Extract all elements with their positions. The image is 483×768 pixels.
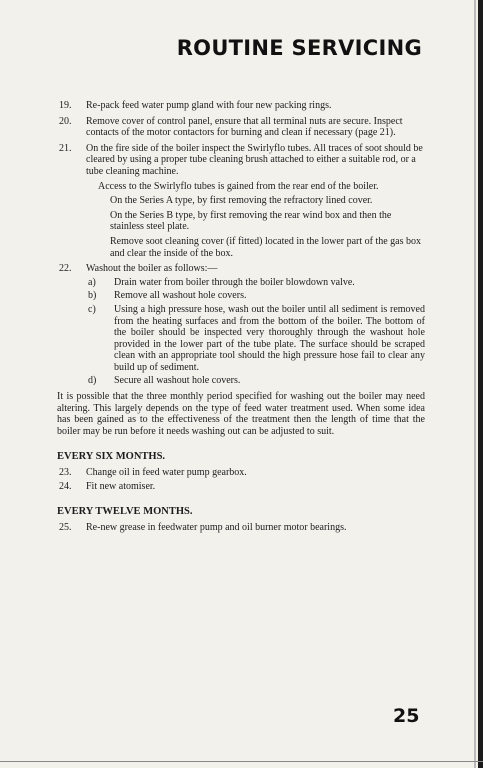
list-item: [57, 481, 425, 493]
item-subtext: Access to the Swirlyflo tubes is gained from the rear end of the boiler.: [98, 180, 379, 192]
item-letter: a): [88, 276, 96, 288]
section-heading: EVERY TWELVE MONTHS.: [57, 506, 193, 518]
item-text: Washout the boiler as follows:—: [86, 263, 218, 275]
item-number: 20.: [59, 115, 72, 127]
item-letter: d): [88, 375, 97, 387]
lettered-item: [86, 304, 425, 374]
page-title: ROUTINE SERVICING: [176, 36, 422, 60]
section-heading: EVERY SIX MONTHS.: [57, 451, 166, 463]
list-item: [57, 143, 425, 259]
list-item: [57, 100, 425, 112]
lettered-item: [86, 375, 425, 387]
item-text: Drain water from boiler through the boiler blowdown valve.: [114, 276, 355, 288]
item-text: Re-pack feed water pump gland with four new packing rings.: [86, 100, 332, 111]
item-text: Change oil in feed water pump gearbox.: [86, 467, 247, 479]
item-letter: c): [88, 303, 96, 315]
item-subtext: On the Series B type, by first removing the rear wind box and then the stainless steel plate.: [110, 209, 392, 233]
item-text: Secure all washout hole covers.: [114, 375, 241, 387]
page-edge-shadow: [474, 0, 476, 768]
body-paragraph: It is possible that the three monthly period specified for washing out the boiler may need altering. This largely depends on the type of feed water treatment used. When some idea has been gained as to the effectiveness of the treatment then the length of time that the boiler may be run before it needs washing out can be adjusted to suit.: [57, 391, 425, 437]
item-text: Remove all washout hole covers.: [114, 290, 247, 302]
page-edge: [478, 0, 483, 768]
item-number: 19.: [59, 100, 72, 111]
list-item: [57, 263, 425, 387]
list-item: [57, 116, 425, 139]
page-number: 25: [393, 705, 420, 727]
lettered-item: [86, 290, 425, 302]
item-number: 22.: [59, 263, 72, 275]
item-text: Remove cover of control panel, ensure that all terminal nuts are secure. Inspect contacts of the motor contactors for burning and clean if necessary (page 21).: [86, 115, 403, 139]
item-text: Fit new atomiser.: [86, 480, 156, 492]
list-item: [57, 522, 425, 534]
content: [57, 100, 425, 537]
lettered-item: [86, 277, 425, 289]
item-number: 25.: [59, 521, 72, 533]
item-number: 21.: [59, 142, 72, 154]
item-number: 24.: [59, 480, 72, 492]
item-text: On the fire side of the boiler inspect the Swirlyflo tubes. All traces of soot should be cleared by using a proper tube cleaning brush attached to either a suitable rod, or a tube cleaning machine.: [86, 142, 423, 177]
item-text: Using a high pressure hose, wash out the boiler until all sediment is removed from the heating surfaces and from the bottom of the boiler. The bottom of the boiler should be inspected very thoroughly through the washout hole provided in the lower part of the tube plate. The surface should be scraped clean with an appropriate tool should the high pressure hose fail to clear any build up of sediment.: [114, 303, 425, 373]
item-number: 23.: [59, 467, 72, 479]
item-letter: b): [88, 290, 97, 302]
bottom-divider: [0, 761, 483, 762]
item-subtext: On the Series A type, by first removing the refractory lined cover.: [110, 195, 373, 207]
item-text: Re-new grease in feedwater pump and oil burner motor bearings.: [86, 521, 347, 533]
item-subtext: Remove soot cleaning cover (if fitted) located in the lower part of the gas box and clear the inside of the box.: [110, 235, 422, 259]
list-item: [57, 467, 425, 479]
